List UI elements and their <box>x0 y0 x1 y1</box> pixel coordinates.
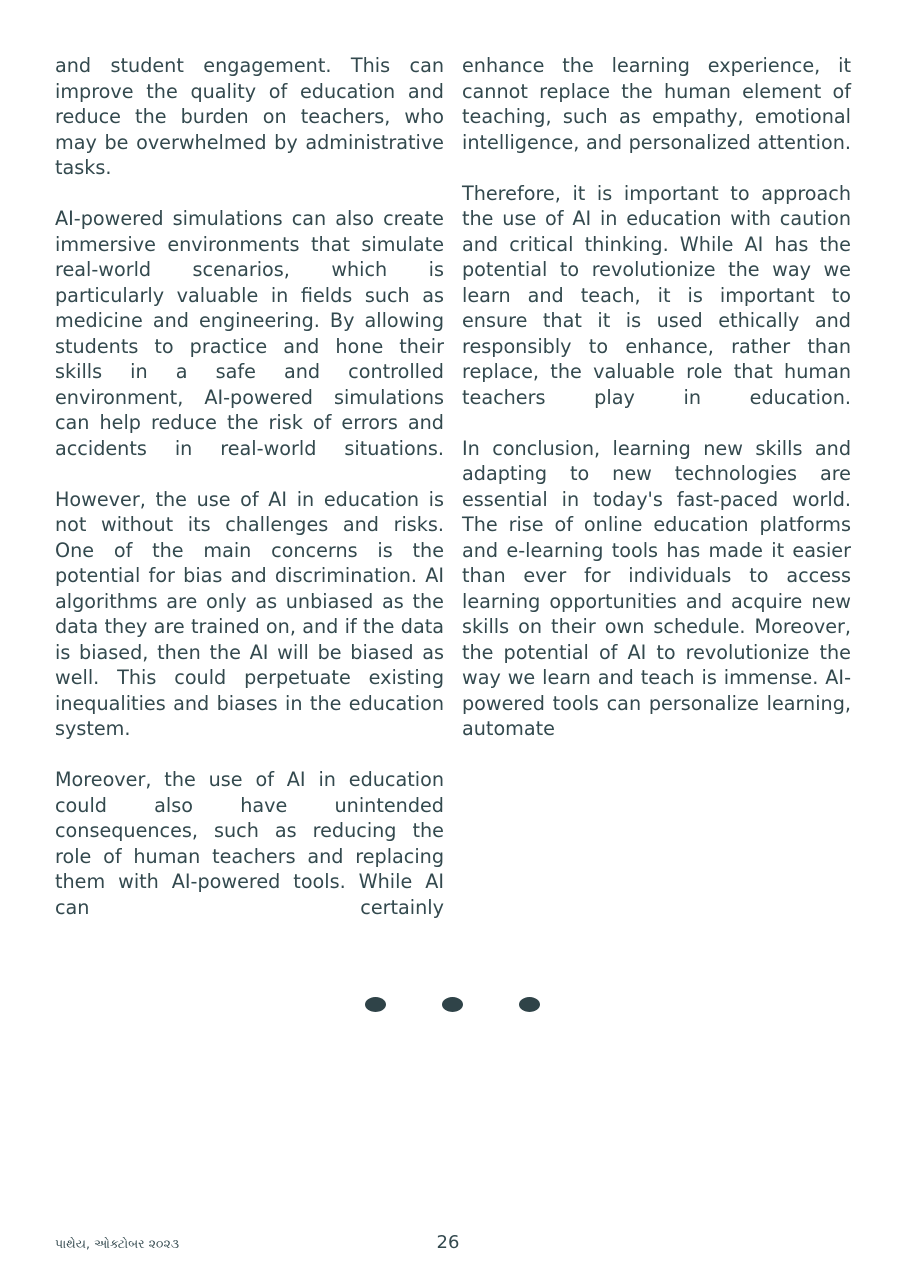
paragraph-simulations: AI-powered simulations can also create immersive environments that simulate real-world scenarios, which is particularly valuable in fields such as medicine and engineering. By allowing students to practice and hone their skills in a safe and controlled environment, AI-powered simulations can help reduce the risk of errors and accidents in real-world situations. <box>55 207 444 460</box>
divider-dot-icon <box>442 997 463 1012</box>
paragraph-conclusion: In conclusion, learning new skills and adapting to new technologies are essential in today's fast-paced world. The rise of online education platforms and e-learning tools has made it easier than ever for individuals to access learning opportunities and acquire new skills on their own schedule. Moreover, the potential of AI to revolutionize the way we learn and teach is immense. AI-powered tools can personalize learning, automate <box>462 436 851 740</box>
paragraph-unintended-consequences: Moreover, the use of AI in education could also have unintended consequences, such as reducing the role of human teachers and replacing them with AI-powered tools. While AI can certainly <box>55 768 444 919</box>
divider-dot-icon <box>519 997 540 1012</box>
paragraph-human-element: enhance the learning experience, it cannot replace the human element of teaching, such as empathy, emotional intelligence, and personalized attention. <box>462 54 851 154</box>
section-divider-ornament <box>0 997 905 1015</box>
paragraph-challenges-risks: However, the use of AI in education is not without its challenges and risks. One of the main concerns is the potential for bias and discrimination. AI algorithms are only as unbiased as the data they are trained on, and if the data is biased, then the AI will be biased as well. This could perpetuate existing inequalities and biases in the education system. <box>55 487 444 740</box>
left-column <box>55 53 444 946</box>
paragraph-admin-tasks: and student engagement. This can improve the quality of education and reduce the burden on teachers, who may be overwhelmed by administrative tasks. <box>55 54 444 179</box>
paragraph-caution: Therefore, it is important to approach the use of AI in education with caution and critical thinking. While AI has the potential to revolutionize the way we learn and teach, it is important to ensure that it is used ethically and responsibly to enhance, rather than replace, the valuable role that human teachers play in education. <box>462 181 851 409</box>
right-column <box>462 53 851 767</box>
page-number: 26 <box>436 1232 460 1253</box>
publication-footer: પાથેય, ઓક્ટોબર ૨૦૨૩ <box>55 1236 180 1251</box>
divider-dot-icon <box>365 997 386 1012</box>
